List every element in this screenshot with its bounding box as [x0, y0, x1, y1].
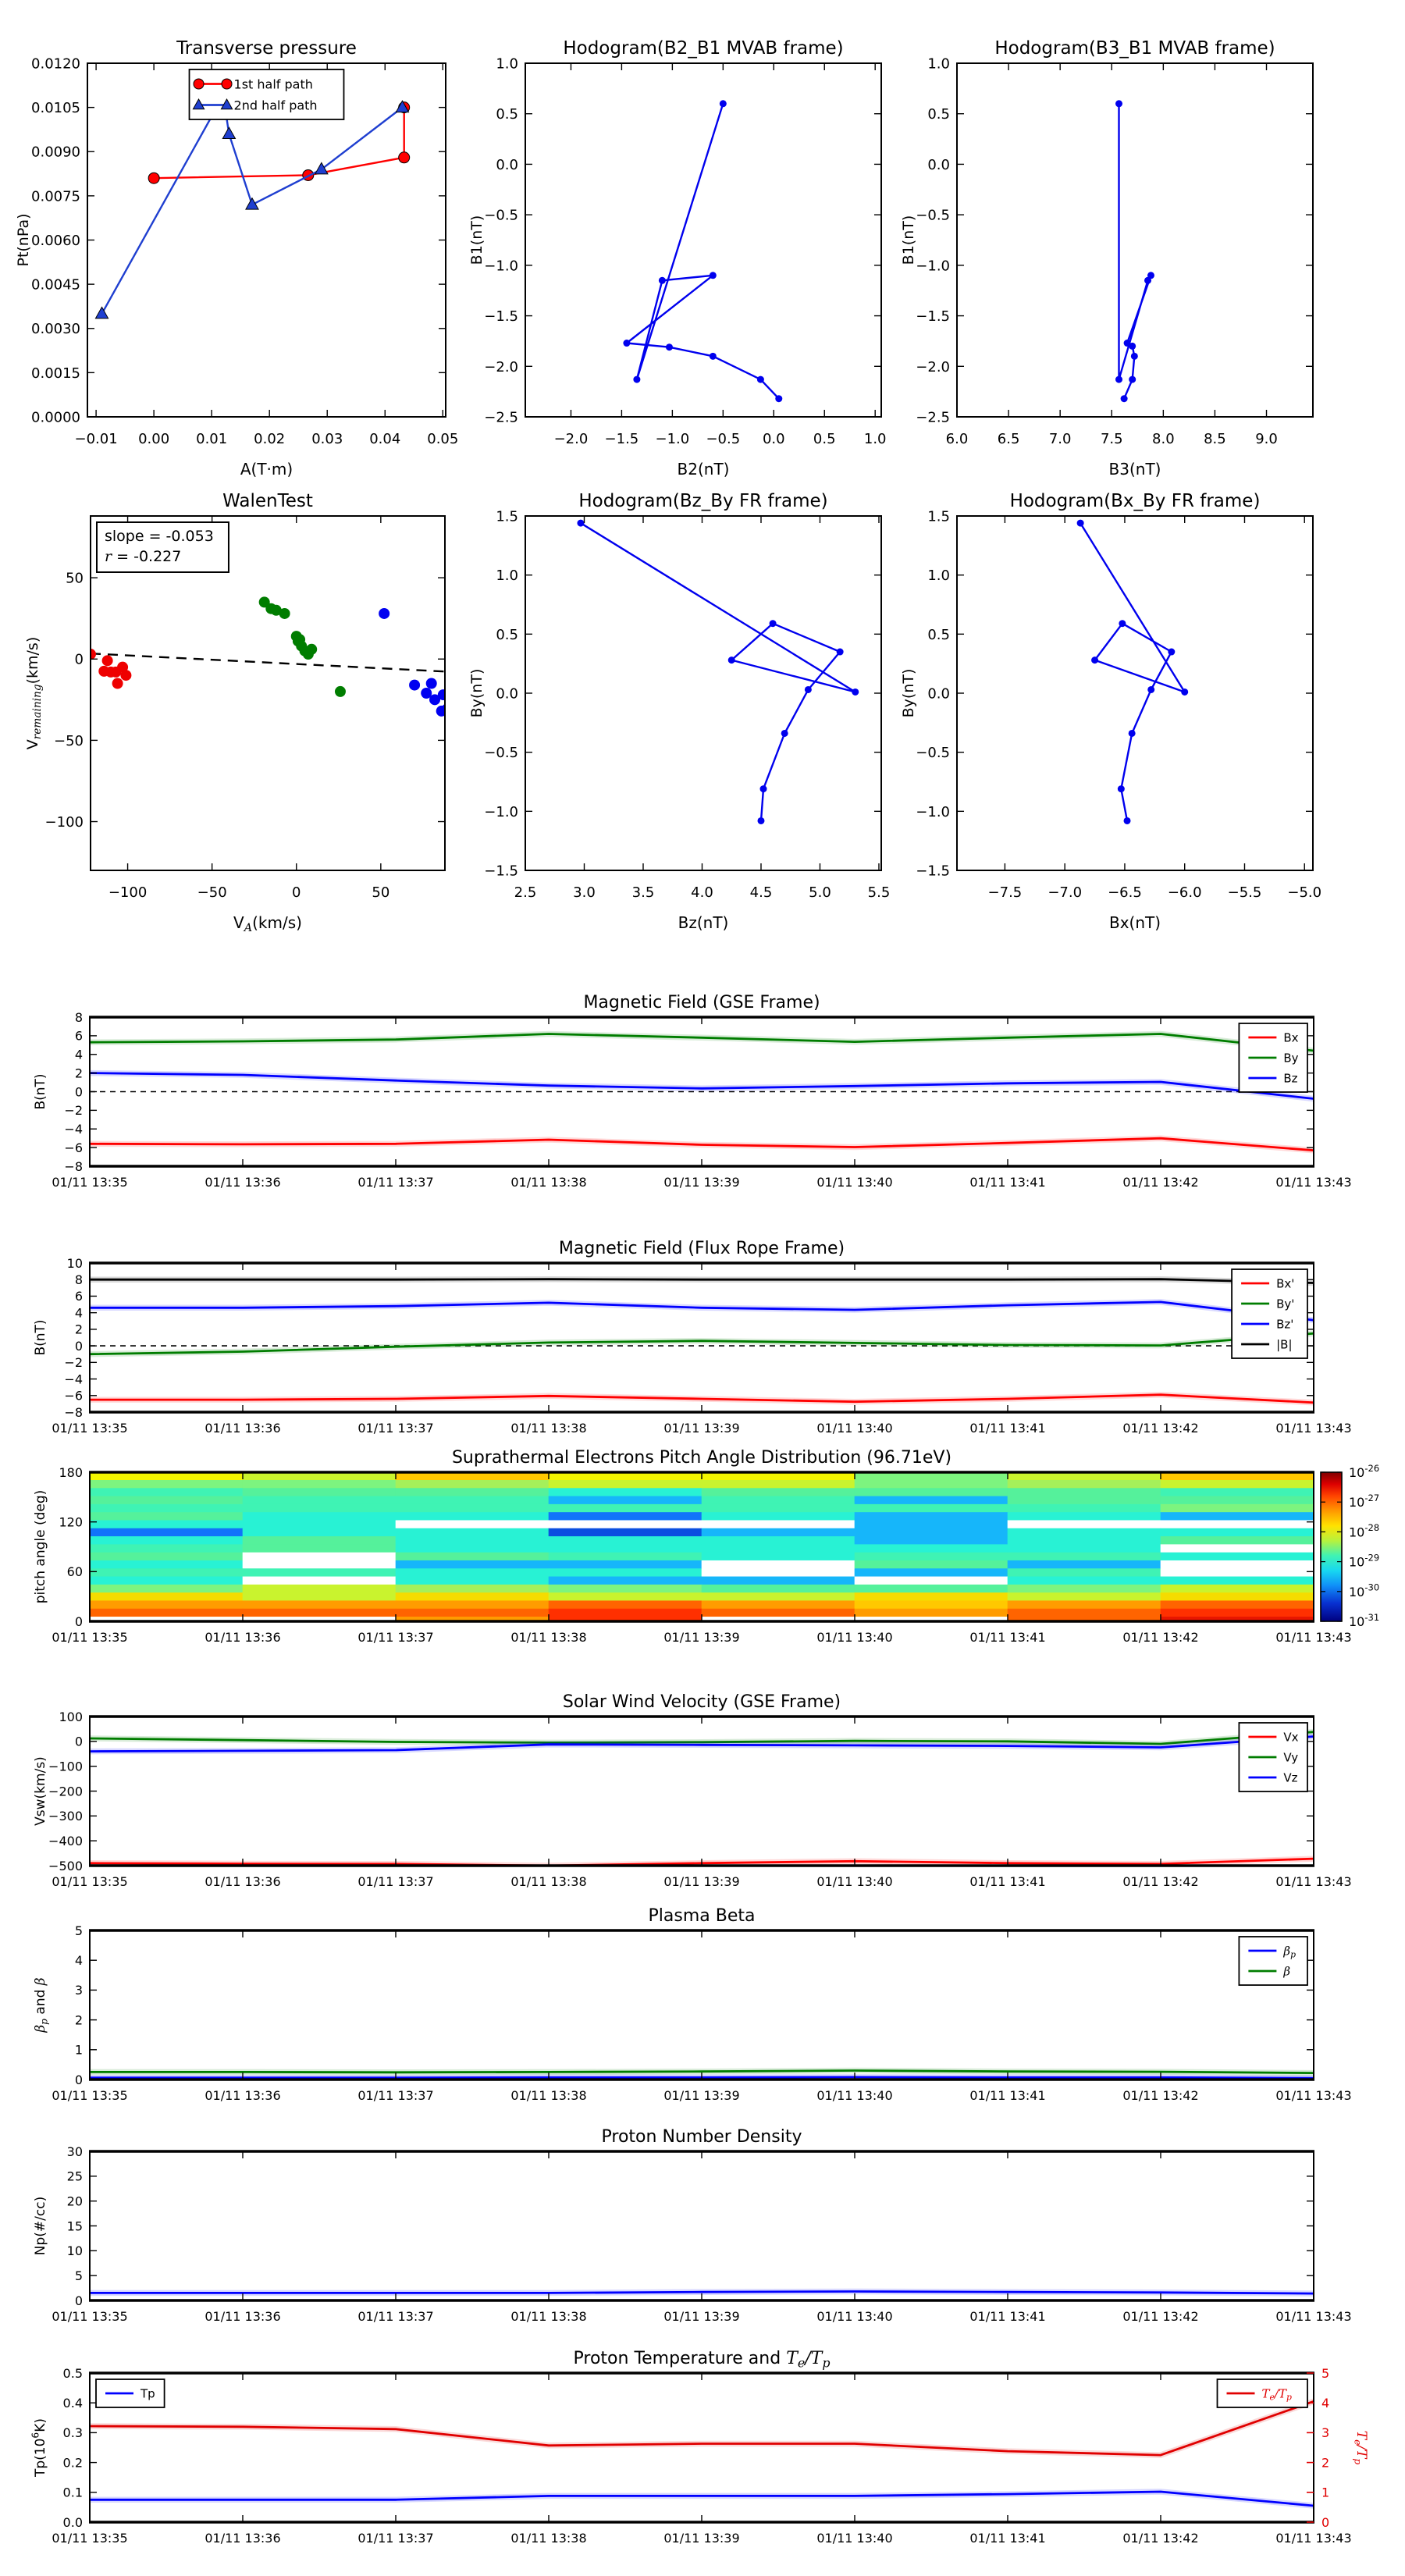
svg-text:Vz: Vz — [1283, 1770, 1298, 1785]
svg-text:5.5: 5.5 — [867, 884, 891, 901]
svg-text:−6: −6 — [64, 1388, 83, 1404]
svg-text:01/11 13:41: 01/11 13:41 — [969, 1630, 1046, 1645]
svg-text:Hodogram(B3_B1 MVAB frame): Hodogram(B3_B1 MVAB frame) — [994, 38, 1275, 59]
svg-text:Te/Tp: $T_e/T_p$ — [1261, 2386, 1292, 2403]
svg-text:8: 8 — [74, 1009, 83, 1025]
svg-text:7.5: 7.5 — [1100, 431, 1123, 447]
svg-text:01/11 13:35: 01/11 13:35 — [52, 2531, 128, 2546]
svg-text:−200: −200 — [48, 1784, 83, 1799]
svg-text:5: 5 — [74, 1923, 83, 1938]
svg-text:01/11 13:38: 01/11 13:38 — [510, 1421, 587, 1436]
svg-text:Hodogram(Bz_By FR frame): Hodogram(Bz_By FR frame) — [578, 491, 828, 511]
pitch-angle-distribution-chart — [33, 1448, 1379, 1645]
svg-text:0.0: 0.0 — [927, 685, 950, 703]
svg-text:Magnetic Field (GSE Frame): Magnetic Field (GSE Frame) — [583, 993, 820, 1012]
svg-text:01/11 13:38: 01/11 13:38 — [510, 1630, 587, 1645]
svg-text:01/11 13:38: 01/11 13:38 — [510, 2309, 587, 2324]
svg-text:01/11 13:36: 01/11 13:36 — [205, 1874, 281, 1889]
svg-text:−6: −6 — [64, 1140, 83, 1155]
svg-text:01/11 13:41: 01/11 13:41 — [969, 2531, 1046, 2546]
svg-text:5: 5 — [1321, 2365, 1330, 2381]
svg-text:10-28: $10^{-28}$ — [1349, 1522, 1380, 1540]
svg-text:01/11 13:35: 01/11 13:35 — [52, 1175, 128, 1190]
svg-text:−100: −100 — [48, 1759, 83, 1774]
svg-text:30: 30 — [66, 2144, 83, 2159]
svg-text:0.0075: 0.0075 — [31, 188, 80, 205]
svg-text:r = -0.227: r = -0.227 — [105, 548, 182, 565]
svg-text:−8: −8 — [64, 1158, 83, 1174]
proton-number-density-chart — [33, 2127, 1352, 2324]
svg-text:8: 8 — [74, 1272, 83, 1287]
svg-text:0: 0 — [292, 884, 301, 901]
svg-text:Suprathermal Electrons Pitch A: Suprathermal Electrons Pitch Angle Distribution (96.71eV) — [451, 1448, 952, 1468]
svg-text:2: 2 — [1321, 2455, 1330, 2471]
svg-text:−1.0: −1.0 — [916, 803, 950, 820]
svg-text:10: 10 — [66, 1255, 83, 1271]
svg-text:Solar Wind Velocity (GSE Frame: Solar Wind Velocity (GSE Frame) — [562, 1692, 841, 1712]
svg-text:−1.0: −1.0 — [655, 431, 690, 447]
svg-text:5: 5 — [74, 2268, 83, 2283]
svg-text:0: 0 — [74, 2072, 83, 2087]
svg-text:01/11 13:38: 01/11 13:38 — [510, 1874, 587, 1889]
svg-text:Bx': Bx' — [1276, 1276, 1295, 1291]
svg-text:Bx: Bx — [1283, 1030, 1299, 1045]
svg-text:Magnetic Field (Flux Rope Fram: Magnetic Field (Flux Rope Frame) — [558, 1239, 845, 1258]
svg-text:0.0120: 0.0120 — [31, 55, 80, 73]
svg-text:01/11 13:35: 01/11 13:35 — [52, 1630, 128, 1645]
svg-text:−1.0: −1.0 — [916, 258, 950, 275]
svg-text:5.0: 5.0 — [809, 884, 831, 901]
svg-text:01/11 13:39: 01/11 13:39 — [663, 1175, 740, 1190]
svg-text:01/11 13:36: 01/11 13:36 — [205, 2088, 281, 2103]
svg-text:slope = -0.053: slope = -0.053 — [105, 528, 214, 545]
svg-text:0.0: 0.0 — [496, 685, 518, 703]
hodogram-bx-by-chart — [900, 491, 1321, 932]
legend — [190, 69, 344, 119]
svg-text:1.0: 1.0 — [496, 55, 518, 73]
svg-text:0.0: 0.0 — [927, 156, 950, 173]
svg-text:0.02: 0.02 — [254, 431, 286, 447]
svg-text:01/11 13:35: 01/11 13:35 — [52, 1874, 128, 1889]
svg-text:0: 0 — [74, 1084, 83, 1100]
legend — [1232, 1269, 1307, 1358]
svg-text:01/11 13:39: 01/11 13:39 — [663, 1874, 740, 1889]
svg-text:4.0: 4.0 — [691, 884, 713, 901]
svg-text:0.0060: 0.0060 — [31, 232, 80, 249]
svg-text:10-30: $10^{-30}$ — [1349, 1582, 1380, 1599]
svg-text:120: 120 — [59, 1514, 83, 1530]
svg-text:10-27: $10^{-27}$ — [1349, 1493, 1380, 1510]
svg-text:01/11 13:38: 01/11 13:38 — [510, 2088, 587, 2103]
svg-text:01/11 13:41: 01/11 13:41 — [969, 2088, 1046, 2103]
svg-text:0.0: 0.0 — [762, 431, 785, 447]
svg-text:−1.5: −1.5 — [916, 863, 950, 880]
svg-text:01/11 13:36: 01/11 13:36 — [205, 1175, 281, 1190]
svg-text:−300: −300 — [48, 1809, 83, 1824]
svg-text:0: 0 — [74, 1614, 83, 1629]
svg-text:−6.0: −6.0 — [1167, 884, 1202, 901]
legend — [1239, 1023, 1307, 1092]
svg-text:3: 3 — [74, 1983, 83, 1998]
svg-text:20: 20 — [66, 2194, 83, 2209]
legend — [1218, 2379, 1308, 2407]
svg-text:−2.5: −2.5 — [484, 409, 518, 426]
svg-text:0.0000: 0.0000 — [31, 409, 80, 426]
svg-text:01/11 13:39: 01/11 13:39 — [663, 1421, 740, 1436]
svg-text:01/11 13:42: 01/11 13:42 — [1122, 1630, 1199, 1645]
svg-text:0: 0 — [74, 1338, 83, 1354]
colorbar — [1321, 1463, 1379, 1629]
svg-text:6: 6 — [74, 1289, 83, 1304]
svg-text:1.0: 1.0 — [863, 431, 887, 447]
svg-text:−0.01: −0.01 — [74, 431, 118, 447]
heatmap-grid — [90, 1472, 1314, 1622]
svg-text:Proton Number Density: Proton Number Density — [601, 2127, 802, 2147]
svg-text:WalenTest: WalenTest — [222, 491, 313, 511]
svg-text:B(nT): B(nT) — [33, 1319, 48, 1356]
svg-text:01/11 13:42: 01/11 13:42 — [1122, 1175, 1199, 1190]
svg-text:10-31: $10^{-31}$ — [1349, 1611, 1380, 1629]
svg-text:01/11 13:39: 01/11 13:39 — [663, 2088, 740, 2103]
svg-text:2.5: 2.5 — [514, 884, 537, 901]
svg-text:0.4: 0.4 — [62, 2395, 83, 2411]
svg-text:−1.0: −1.0 — [484, 803, 518, 820]
svg-text:βp: $\beta_p$ — [1283, 1944, 1296, 1960]
svg-text:6.5: 6.5 — [997, 431, 1020, 447]
svg-text:0.0045: 0.0045 — [31, 276, 80, 294]
svg-text:01/11 13:35: 01/11 13:35 — [52, 2309, 128, 2324]
svg-text:2: 2 — [74, 1066, 83, 1081]
svg-text:β: β — [1283, 1964, 1291, 1979]
svg-text:By(nT): By(nT) — [468, 668, 486, 718]
svg-text:0.03: 0.03 — [311, 431, 343, 447]
svg-text:01/11 13:41: 01/11 13:41 — [969, 2309, 1046, 2324]
svg-text:B1(nT): B1(nT) — [468, 215, 486, 265]
svg-text:0.04: 0.04 — [369, 431, 401, 447]
svg-text:6.0: 6.0 — [945, 431, 969, 447]
svg-text:01/11 13:42: 01/11 13:42 — [1122, 2531, 1199, 2546]
svg-text:−1.5: −1.5 — [604, 431, 639, 447]
svg-text:01/11 13:37: 01/11 13:37 — [357, 1874, 434, 1889]
svg-text:10: 10 — [66, 2243, 83, 2259]
svg-text:−1.5: −1.5 — [484, 308, 518, 326]
svg-text:01/11 13:43: 01/11 13:43 — [1275, 1874, 1352, 1889]
svg-text:Bz(nT): Bz(nT) — [678, 913, 729, 932]
svg-text:60: 60 — [66, 1564, 83, 1580]
svg-text:3: 3 — [1321, 2425, 1330, 2441]
svg-text:Hodogram(B2_B1 MVAB frame): Hodogram(B2_B1 MVAB frame) — [563, 38, 844, 59]
svg-text:0: 0 — [74, 2293, 83, 2308]
svg-text:−5.0: −5.0 — [1287, 884, 1322, 901]
svg-text:10-26: $10^{-26}$ — [1349, 1462, 1380, 1480]
svg-text:0.5: 0.5 — [813, 431, 836, 447]
solar-wind-velocity-chart — [33, 1692, 1352, 1889]
svg-text:01/11 13:37: 01/11 13:37 — [357, 2309, 434, 2324]
svg-text:25: 25 — [66, 2169, 83, 2184]
svg-text:15: 15 — [66, 2218, 83, 2234]
svg-text:7.0: 7.0 — [1048, 431, 1072, 447]
svg-text:βp and β: $\beta_p$ and β — [33, 1977, 50, 2033]
svg-text:2: 2 — [74, 1322, 83, 1337]
svg-text:0.05: 0.05 — [427, 431, 459, 447]
svg-text:4: 4 — [74, 1047, 83, 1062]
svg-text:0.5: 0.5 — [496, 106, 518, 123]
svg-text:01/11 13:40: 01/11 13:40 — [816, 2531, 893, 2546]
svg-text:−1.0: −1.0 — [484, 258, 518, 275]
svg-text:A(T·m): A(T·m) — [240, 460, 293, 479]
svg-text:B1(nT): B1(nT) — [900, 215, 917, 265]
svg-text:01/11 13:37: 01/11 13:37 — [357, 1421, 434, 1436]
svg-text:01/11 13:40: 01/11 13:40 — [816, 1175, 893, 1190]
svg-text:01/11 13:43: 01/11 13:43 — [1275, 1421, 1352, 1436]
svg-text:4: 4 — [74, 1952, 83, 1968]
svg-text:0.5: 0.5 — [62, 2365, 83, 2381]
svg-text:01/11 13:39: 01/11 13:39 — [663, 2531, 740, 2546]
svg-text:Plasma Beta: Plasma Beta — [648, 1906, 756, 1926]
svg-text:−0.5: −0.5 — [484, 207, 518, 224]
magnetic-field-flux-rope-chart — [33, 1239, 1352, 1436]
svg-text:Bz': Bz' — [1276, 1317, 1294, 1332]
svg-text:Bz: Bz — [1283, 1071, 1298, 1086]
svg-text:0.2: 0.2 — [62, 2455, 83, 2471]
svg-text:10-29: $10^{-29}$ — [1349, 1552, 1380, 1570]
svg-text:1.5: 1.5 — [496, 508, 518, 525]
svg-text:−2.5: −2.5 — [916, 409, 950, 426]
svg-text:−50: −50 — [197, 884, 227, 901]
svg-text:3.5: 3.5 — [631, 884, 655, 901]
svg-text:−8: −8 — [64, 1404, 83, 1420]
svg-text:−2.0: −2.0 — [553, 431, 589, 447]
svg-text:01/11 13:40: 01/11 13:40 — [816, 1421, 893, 1436]
svg-text:Vremaining(km/s): $V_{remaining}(km/s)$ — [24, 636, 44, 750]
svg-text:−50: −50 — [54, 732, 84, 749]
svg-text:By': By' — [1276, 1297, 1295, 1311]
svg-text:01/11 13:40: 01/11 13:40 — [816, 2088, 893, 2103]
svg-text:50: 50 — [66, 570, 84, 587]
svg-text:01/11 13:43: 01/11 13:43 — [1275, 1630, 1352, 1645]
svg-text:|B|: |B| — [1276, 1337, 1293, 1352]
svg-text:B2(nT): B2(nT) — [677, 460, 730, 479]
svg-text:Te/Tp: $T_e/T_p$ — [1352, 2430, 1369, 2465]
svg-text:01/11 13:42: 01/11 13:42 — [1122, 1874, 1199, 1889]
svg-text:01/11 13:42: 01/11 13:42 — [1122, 1421, 1199, 1436]
svg-text:Tp: Tp — [140, 2386, 155, 2401]
svg-text:Pt(nPa): Pt(nPa) — [15, 213, 32, 267]
svg-text:Vy: Vy — [1283, 1750, 1299, 1765]
svg-text:01/11 13:36: 01/11 13:36 — [205, 1630, 281, 1645]
svg-text:VA(km/s): $V_A(km/s)$ — [233, 913, 302, 934]
svg-text:100: 100 — [59, 1709, 83, 1724]
svg-text:1.0: 1.0 — [496, 568, 518, 585]
svg-text:B3(nT): B3(nT) — [1108, 460, 1161, 479]
svg-text:1.5: 1.5 — [927, 508, 950, 525]
svg-text:−0.5: −0.5 — [916, 745, 950, 762]
legend — [1239, 1723, 1307, 1791]
svg-text:−2.0: −2.0 — [916, 358, 950, 375]
svg-text:01/11 13:43: 01/11 13:43 — [1275, 2531, 1352, 2546]
svg-text:−0.5: −0.5 — [706, 431, 741, 447]
svg-text:01/11 13:35: 01/11 13:35 — [52, 1421, 128, 1436]
svg-text:01/11 13:36: 01/11 13:36 — [205, 2531, 281, 2546]
svg-text:0.3: 0.3 — [62, 2425, 83, 2441]
svg-text:0.01: 0.01 — [196, 431, 228, 447]
svg-text:1: 1 — [74, 2042, 83, 2058]
svg-text:9.0: 9.0 — [1255, 431, 1278, 447]
svg-text:2nd half path: 2nd half path — [233, 98, 318, 113]
svg-text:0.5: 0.5 — [927, 106, 950, 123]
hodogram-bz-by-chart — [468, 491, 890, 932]
hodogram-b2-b1-chart — [468, 38, 887, 479]
walen-test-chart — [24, 491, 452, 934]
svg-text:−0.5: −0.5 — [916, 207, 950, 224]
magnetic-field-gse-chart — [33, 993, 1352, 1190]
svg-text:01/11 13:43: 01/11 13:43 — [1275, 1175, 1352, 1190]
svg-text:0.0: 0.0 — [62, 2514, 83, 2530]
svg-text:−0.5: −0.5 — [484, 745, 518, 762]
svg-text:180: 180 — [59, 1464, 83, 1480]
svg-text:01/11 13:38: 01/11 13:38 — [510, 1175, 587, 1190]
svg-text:01/11 13:40: 01/11 13:40 — [816, 1874, 893, 1889]
svg-text:0.0030: 0.0030 — [31, 321, 80, 338]
proton-temperature-chart — [30, 2349, 1369, 2546]
legend — [96, 2379, 165, 2407]
svg-text:−1.5: −1.5 — [916, 308, 950, 326]
svg-text:01/11 13:41: 01/11 13:41 — [969, 1175, 1046, 1190]
svg-text:1st half path: 1st half path — [233, 76, 313, 92]
svg-text:−7.0: −7.0 — [1048, 884, 1083, 901]
svg-text:By(nT): By(nT) — [900, 668, 917, 718]
svg-text:0.00: 0.00 — [138, 431, 170, 447]
svg-text:3.0: 3.0 — [573, 884, 596, 901]
svg-text:01/11 13:42: 01/11 13:42 — [1122, 2088, 1199, 2103]
svg-text:01/11 13:37: 01/11 13:37 — [357, 2088, 434, 2103]
svg-text:Vsw(km/s): Vsw(km/s) — [33, 1756, 48, 1826]
svg-text:4.5: 4.5 — [749, 884, 773, 901]
svg-text:−500: −500 — [48, 1858, 83, 1873]
svg-text:01/11 13:42: 01/11 13:42 — [1122, 2309, 1199, 2324]
svg-text:1.0: 1.0 — [927, 568, 950, 585]
svg-text:−5.5: −5.5 — [1227, 884, 1262, 901]
svg-text:01/11 13:36: 01/11 13:36 — [205, 1421, 281, 1436]
svg-text:2: 2 — [74, 2012, 83, 2028]
svg-text:0.0090: 0.0090 — [31, 144, 80, 161]
svg-text:Tp(106K): $Tp(10^6K)$ — [30, 2418, 48, 2478]
svg-text:50: 50 — [372, 884, 390, 901]
svg-text:1.0: 1.0 — [927, 55, 950, 73]
svg-text:Vx: Vx — [1283, 1730, 1299, 1745]
hodogram-b3-b1-chart — [900, 38, 1314, 479]
svg-text:0.1: 0.1 — [62, 2485, 83, 2500]
svg-text:Np(#/cc): Np(#/cc) — [33, 2196, 48, 2256]
svg-text:0.5: 0.5 — [927, 626, 950, 643]
svg-text:Proton Temperature and Te/Tp: Proton Temperature and $T_e/T_p$ — [573, 2349, 831, 2371]
svg-text:0: 0 — [74, 1734, 83, 1749]
svg-text:By: By — [1283, 1051, 1299, 1066]
svg-text:01/11 13:40: 01/11 13:40 — [816, 2309, 893, 2324]
svg-text:−4: −4 — [64, 1372, 83, 1387]
svg-text:0: 0 — [74, 651, 84, 668]
svg-text:01/11 13:36: 01/11 13:36 — [205, 2309, 281, 2324]
svg-text:Hodogram(Bx_By FR frame): Hodogram(Bx_By FR frame) — [1009, 491, 1261, 511]
svg-text:01/11 13:40: 01/11 13:40 — [816, 1630, 893, 1645]
svg-text:01/11 13:39: 01/11 13:39 — [663, 1630, 740, 1645]
svg-text:0.0105: 0.0105 — [31, 100, 80, 117]
svg-text:−100: −100 — [44, 814, 84, 831]
svg-text:01/11 13:39: 01/11 13:39 — [663, 2309, 740, 2324]
svg-text:1: 1 — [1321, 2485, 1330, 2500]
svg-text:0.5: 0.5 — [496, 626, 518, 643]
svg-text:6: 6 — [74, 1028, 83, 1044]
svg-text:−4: −4 — [64, 1122, 83, 1137]
svg-text:pitch angle (deg): pitch angle (deg) — [33, 1489, 48, 1604]
svg-text:Transverse pressure: Transverse pressure — [176, 38, 357, 59]
svg-text:−2.0: −2.0 — [484, 358, 518, 375]
svg-text:−2: −2 — [64, 1355, 83, 1371]
svg-text:B(nT): B(nT) — [33, 1073, 48, 1110]
svg-text:0: 0 — [1321, 2514, 1330, 2530]
svg-text:−100: −100 — [108, 884, 148, 901]
svg-text:0.0015: 0.0015 — [31, 365, 80, 382]
svg-text:01/11 13:41: 01/11 13:41 — [969, 1874, 1046, 1889]
svg-text:−1.5: −1.5 — [484, 863, 518, 880]
svg-text:01/11 13:35: 01/11 13:35 — [52, 2088, 128, 2103]
svg-text:−2: −2 — [64, 1103, 83, 1119]
svg-text:Bx(nT): Bx(nT) — [1108, 913, 1161, 932]
svg-text:−6.5: −6.5 — [1108, 884, 1142, 901]
svg-text:8.0: 8.0 — [1152, 431, 1175, 447]
plasma-beta-chart — [33, 1906, 1352, 2103]
svg-text:−7.5: −7.5 — [987, 884, 1023, 901]
svg-text:8.5: 8.5 — [1204, 431, 1226, 447]
svg-text:01/11 13:41: 01/11 13:41 — [969, 1421, 1046, 1436]
svg-text:0.0: 0.0 — [496, 156, 518, 173]
svg-text:01/11 13:38: 01/11 13:38 — [510, 2531, 587, 2546]
svg-text:4: 4 — [1321, 2395, 1330, 2411]
transverse-pressure-chart — [15, 38, 458, 479]
svg-text:01/11 13:37: 01/11 13:37 — [357, 2531, 434, 2546]
svg-text:01/11 13:37: 01/11 13:37 — [357, 1175, 434, 1190]
svg-text:01/11 13:37: 01/11 13:37 — [357, 1630, 434, 1645]
svg-text:−400: −400 — [48, 1833, 83, 1848]
annotation-box — [97, 522, 229, 572]
svg-text:01/11 13:43: 01/11 13:43 — [1275, 2088, 1352, 2103]
svg-text:4: 4 — [74, 1305, 83, 1321]
svg-text:01/11 13:43: 01/11 13:43 — [1275, 2309, 1352, 2324]
legend — [1239, 1937, 1307, 1985]
